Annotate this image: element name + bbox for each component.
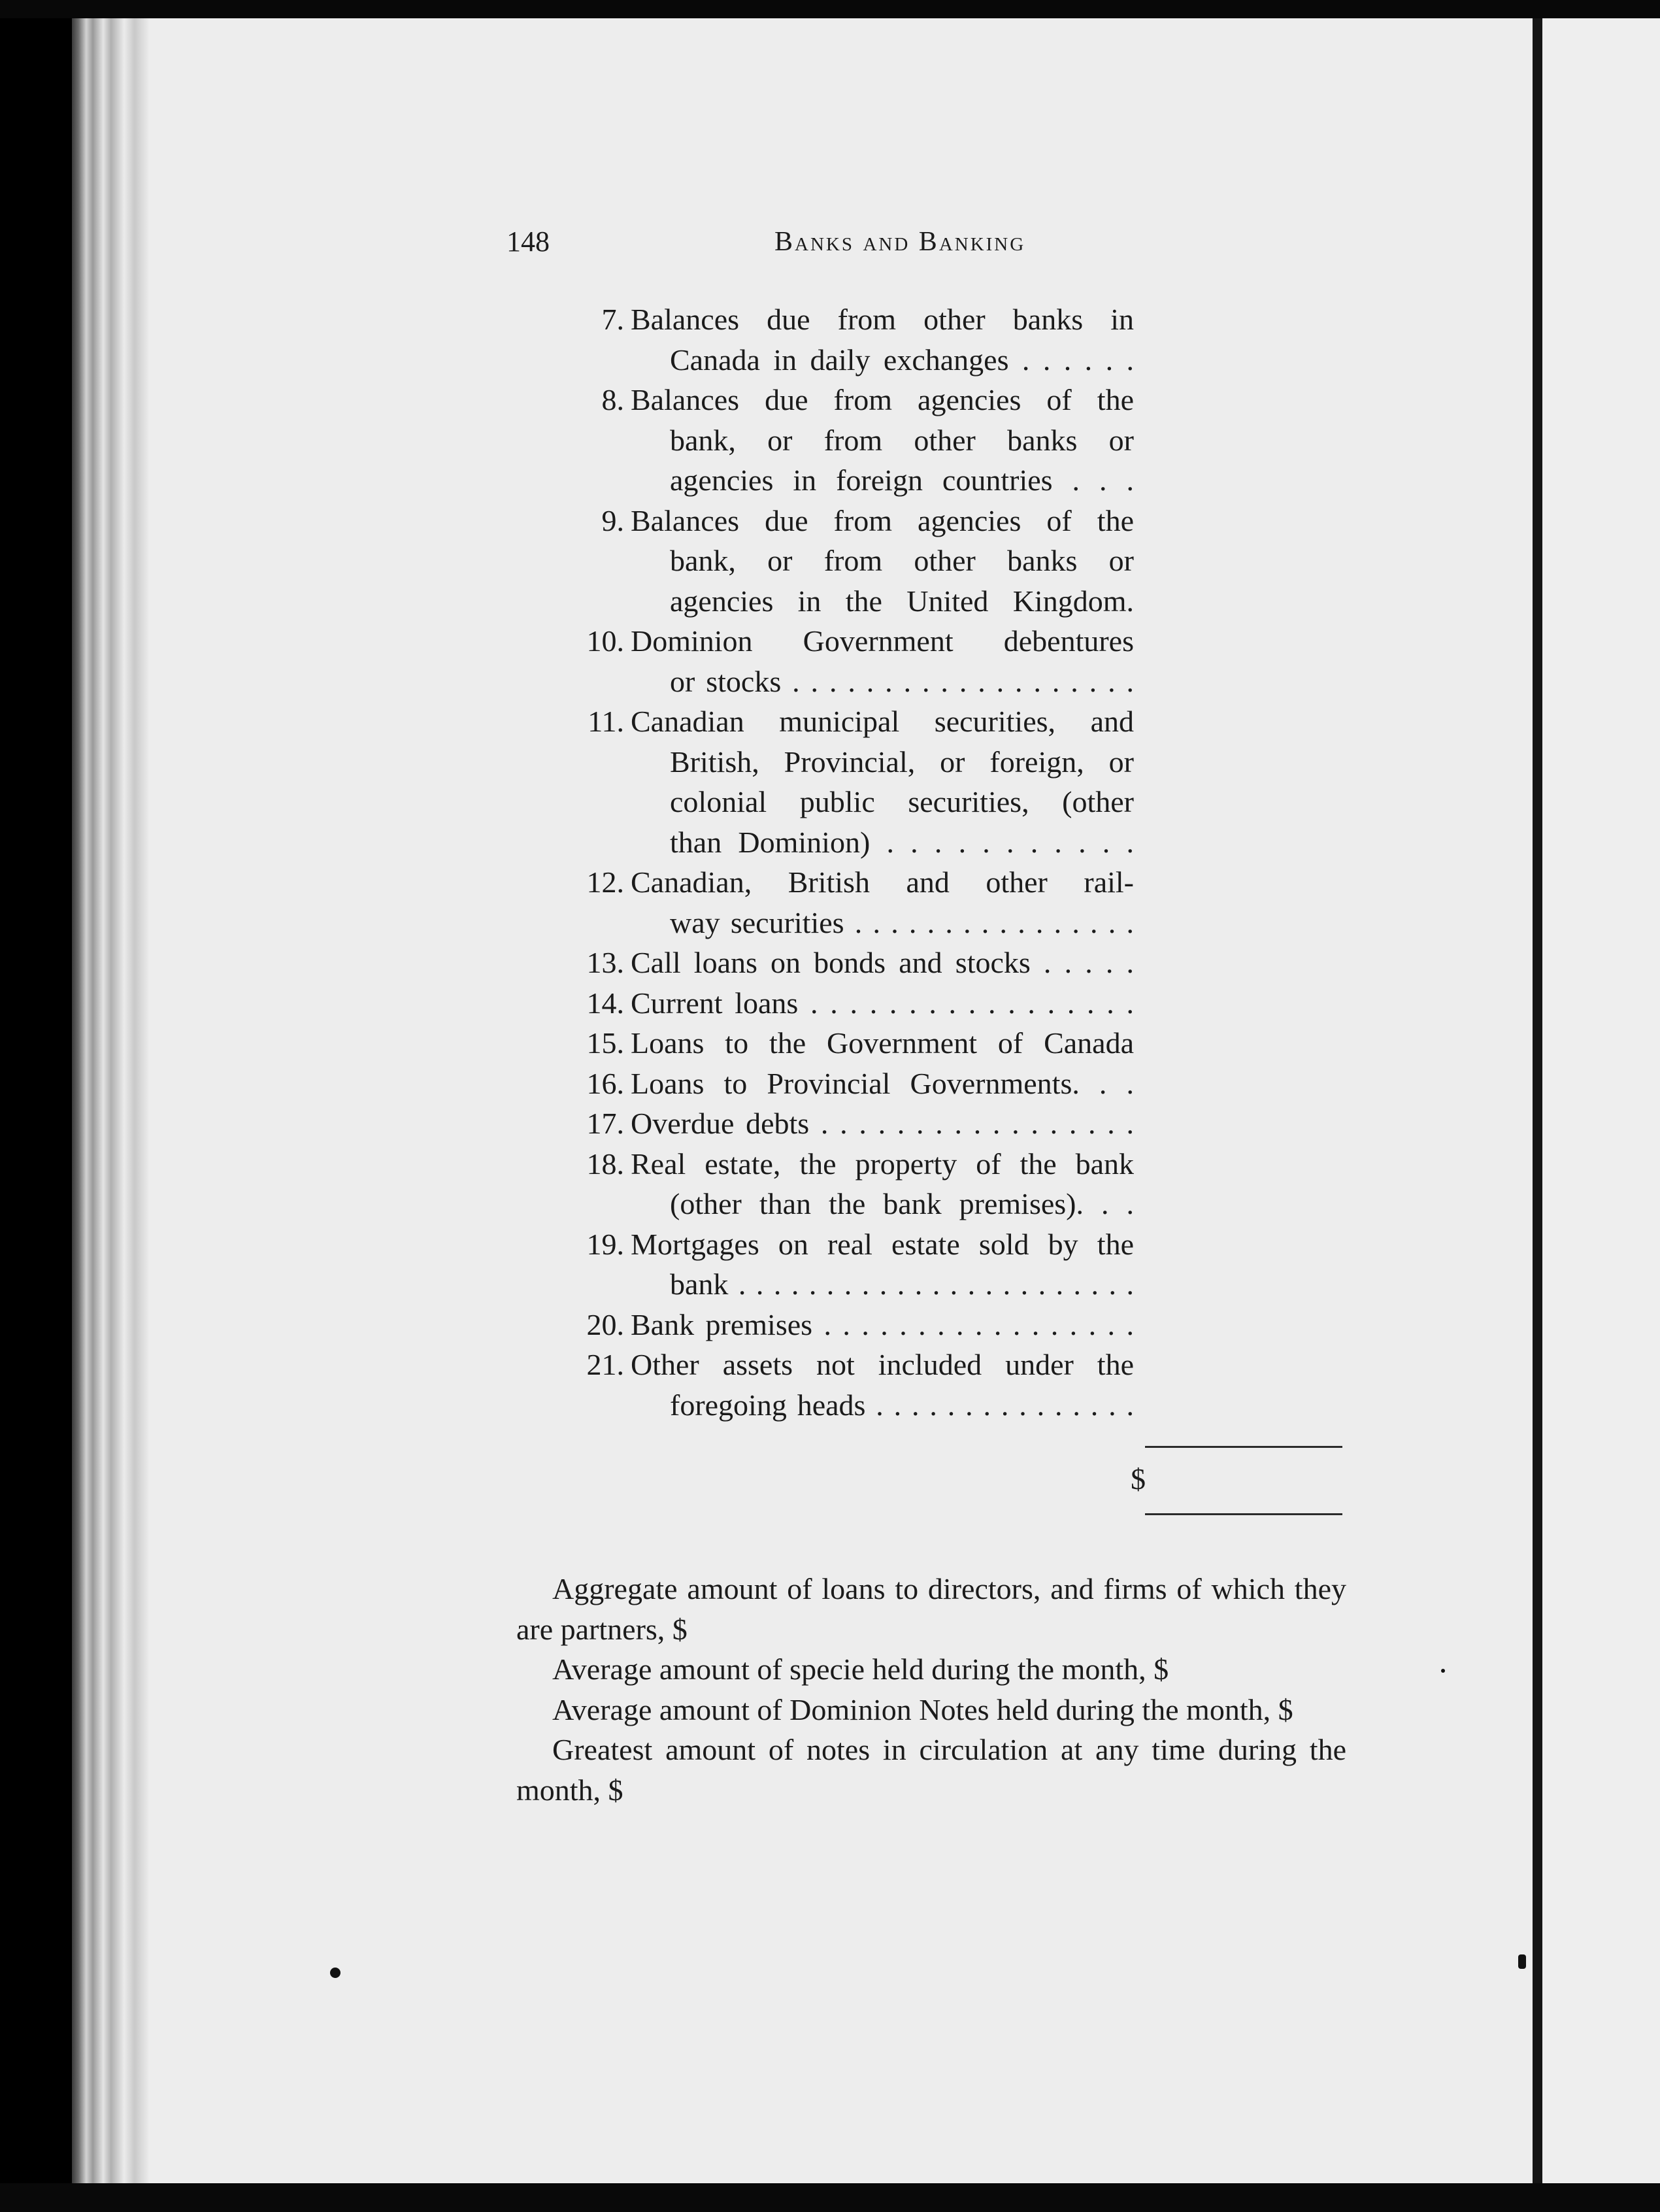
item-number: 10. xyxy=(586,624,624,658)
item-text xyxy=(631,1103,1134,1144)
item-line: Balances due from agencies of the xyxy=(631,383,1134,416)
item-line: British, Provincial, or foreign, or xyxy=(670,745,1134,779)
list-item xyxy=(552,1345,1140,1425)
item-number: 16. xyxy=(586,1066,624,1100)
item-line: bank, or from other banks or xyxy=(670,423,1134,457)
total-rule-top xyxy=(1145,1446,1342,1448)
item-text xyxy=(631,380,1134,501)
item-number: 13. xyxy=(586,946,624,979)
scan-bottom-border xyxy=(0,2183,1660,2212)
item-text xyxy=(631,501,1134,622)
item-line: Mortgages on real estate sold by the xyxy=(631,1227,1134,1261)
list-item xyxy=(552,862,1140,943)
item-number: 14. xyxy=(586,986,624,1020)
item-line: Call loans on bonds and stocks . . . . . xyxy=(631,946,1134,979)
item-text xyxy=(631,299,1134,380)
item-text xyxy=(631,621,1134,701)
item-number: 20. xyxy=(586,1307,624,1341)
item-text xyxy=(631,862,1134,943)
facing-page-edge xyxy=(1542,18,1660,2183)
item-line: agencies in the United Kingdom. xyxy=(670,584,1134,618)
list-item xyxy=(552,501,1140,622)
list-item xyxy=(552,1224,1140,1305)
item-text xyxy=(631,1144,1134,1224)
item-number: 17. xyxy=(586,1107,624,1140)
list-item xyxy=(552,1144,1140,1224)
footer-paragraph: Greatest amount of notes in circulation at any time during the month, $ xyxy=(516,1733,1346,1807)
item-line: Canada in daily exchanges . . . . . . xyxy=(670,343,1134,377)
scan-top-border xyxy=(0,0,1660,18)
item-line: Other assets not included under the xyxy=(631,1348,1134,1381)
list-item xyxy=(552,380,1140,501)
total-rule-bottom xyxy=(1145,1513,1342,1515)
item-number: 15. xyxy=(586,1026,624,1060)
item-line: Canadian, British and other rail- xyxy=(631,865,1134,899)
list-item xyxy=(552,701,1140,862)
list-item xyxy=(552,983,1140,1024)
item-line: Overdue debts . . . . . . . . . . . . . . . . . xyxy=(631,1107,1134,1140)
list-item xyxy=(552,1064,1140,1104)
item-text xyxy=(631,1064,1134,1104)
item-line: Real estate, the property of the bank xyxy=(631,1147,1134,1181)
item-line: way securities . . . . . . . . . . . . . . . . xyxy=(670,905,1134,939)
item-number: 11. xyxy=(588,705,624,738)
item-number: 7. xyxy=(601,303,624,336)
running-head: Banks and Banking xyxy=(774,227,1026,257)
item-number: 19. xyxy=(586,1227,624,1261)
item-line: Balances due from other banks in xyxy=(631,303,1134,336)
item-line: than Dominion) . . . . . . . . . . . xyxy=(670,825,1134,859)
item-line: Loans to Provincial Governments. . . xyxy=(631,1066,1134,1100)
item-text xyxy=(631,983,1134,1024)
list-item xyxy=(552,943,1140,983)
item-line: agencies in foreign countries . . . xyxy=(670,463,1134,497)
list-item xyxy=(552,621,1140,701)
item-line: Current loans . . . . . . . . . . . . . . . . . xyxy=(631,986,1134,1020)
item-line: Dominion Government debentures xyxy=(631,624,1134,658)
footer-paragraph: Average amount of Dominion Notes held during the month, $ xyxy=(552,1692,1293,1726)
total-currency-sign: $ xyxy=(1131,1462,1146,1496)
item-line: Balances due from agencies of the xyxy=(631,503,1134,537)
item-text xyxy=(631,943,1134,983)
item-number: 9. xyxy=(601,503,624,537)
item-line: bank . . . . . . . . . . . . . . . . . . . . . . . xyxy=(670,1267,1134,1301)
item-number: 18. xyxy=(586,1147,624,1181)
item-number: 12. xyxy=(586,865,624,899)
assets-list xyxy=(552,299,1140,1425)
ink-speck xyxy=(1518,1954,1526,1969)
page-gutter xyxy=(1533,18,1542,2183)
item-line: or stocks . . . . . . . . . . . . . . . . . . . xyxy=(670,664,1134,698)
item-text xyxy=(631,1224,1134,1305)
item-text xyxy=(631,701,1134,862)
item-number: 8. xyxy=(601,383,624,416)
footer-paragraph: Aggregate amount of loans to directors, and firms of which they are partners, $ xyxy=(516,1572,1346,1646)
list-item xyxy=(552,1023,1140,1064)
item-line: Bank premises . . . . . . . . . . . . . . . . . xyxy=(631,1307,1134,1341)
item-line: foregoing heads . . . . . . . . . . . . . . . xyxy=(670,1388,1134,1422)
item-text xyxy=(631,1023,1134,1064)
item-text xyxy=(631,1305,1134,1345)
item-text xyxy=(631,1345,1134,1425)
ink-speck xyxy=(1441,1669,1445,1673)
list-item xyxy=(552,1103,1140,1144)
item-number: 21. xyxy=(586,1348,624,1381)
total-block xyxy=(1131,1438,1346,1523)
item-line: bank, or from other banks or xyxy=(670,544,1134,577)
footer-paragraph: Average amount of specie held during the month, $ xyxy=(552,1652,1169,1686)
list-item xyxy=(552,299,1140,380)
item-line: Loans to the Government of Canada xyxy=(631,1026,1134,1060)
page-header xyxy=(506,219,1095,265)
item-line: (other than the bank premises). . . xyxy=(670,1187,1134,1220)
footer-paragraphs xyxy=(516,1569,1346,1810)
item-line: Canadian municipal securities, and xyxy=(631,705,1134,738)
page-number: 148 xyxy=(506,226,550,258)
ink-speck xyxy=(330,1968,340,1978)
item-line: colonial public securities, (other xyxy=(670,785,1134,818)
list-item xyxy=(552,1305,1140,1345)
